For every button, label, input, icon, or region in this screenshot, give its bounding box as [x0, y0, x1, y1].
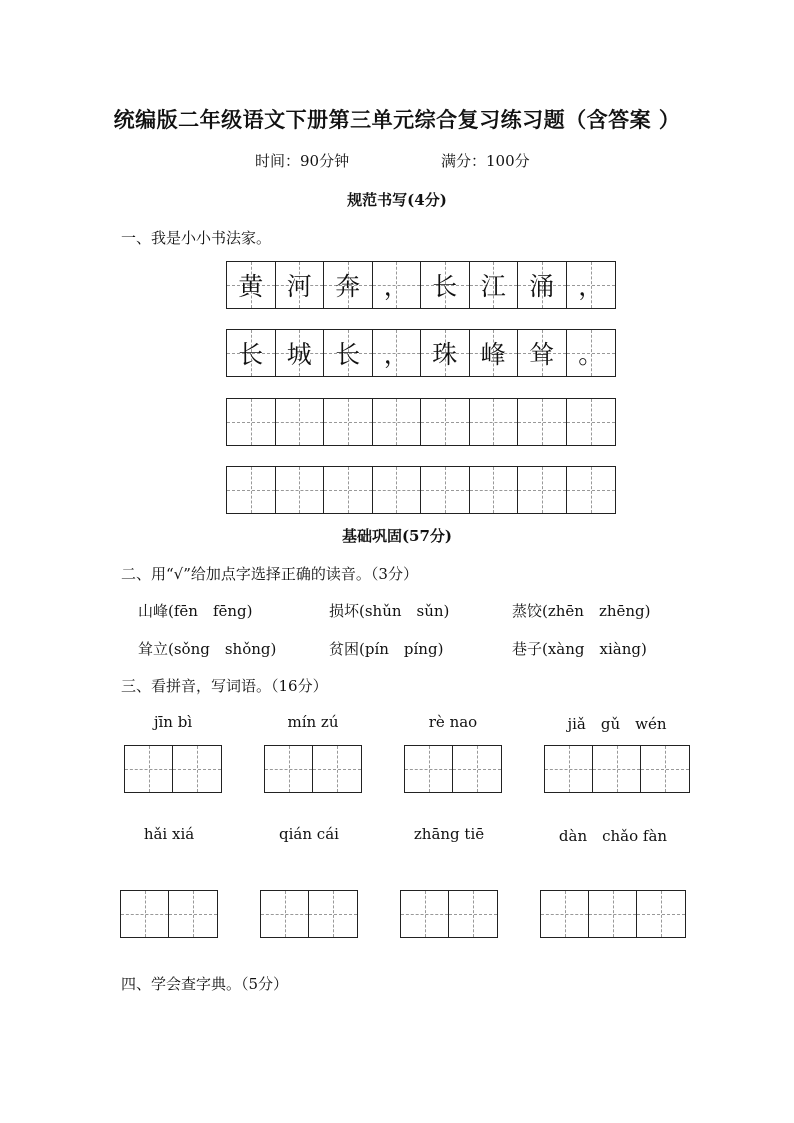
answer-box	[404, 745, 502, 793]
grid-character: 河	[286, 272, 312, 301]
answer-cell[interactable]	[173, 746, 221, 792]
answer-cell[interactable]	[449, 891, 497, 937]
answer-cell[interactable]	[169, 891, 217, 937]
writing-grid-cell	[227, 262, 276, 308]
time-limit: 时间：90分钟	[255, 152, 350, 170]
grid-character: 珠	[432, 340, 458, 369]
pronunciation-item[interactable]: 贫困(pín píng)	[329, 640, 444, 658]
writing-grid-cell[interactable]	[324, 467, 373, 513]
answer-box	[540, 890, 686, 938]
writing-grid-cell	[324, 262, 373, 308]
writing-grid-cell[interactable]	[518, 399, 567, 445]
answer-box	[124, 745, 222, 793]
answer-cell[interactable]	[641, 746, 689, 792]
answer-cell[interactable]	[265, 746, 313, 792]
question-4-label: 四、学会查字典。（5分）	[121, 975, 289, 993]
writing-grid-cell	[276, 262, 325, 308]
grid-character: ，	[578, 272, 604, 301]
pinyin-label: hǎi xiá	[143, 825, 195, 843]
pinyin-label: rè nao	[428, 713, 478, 731]
grid-character: 黄	[238, 272, 264, 301]
writing-grid-cell	[567, 330, 616, 376]
writing-grid-cell[interactable]	[518, 467, 567, 513]
writing-grid-cell[interactable]	[470, 399, 519, 445]
pinyin-label: qián cái	[279, 825, 339, 843]
pronunciation-item[interactable]: 山峰(fēn fēng)	[138, 602, 253, 620]
grid-character: 涌	[529, 272, 555, 301]
pronunciation-item[interactable]: 损坏(shǔn sǔn)	[329, 602, 450, 620]
writing-grid-cell	[470, 262, 519, 308]
pinyin-label: jīn bì	[153, 713, 193, 731]
section-heading-writing: 规范书写(4分)	[347, 191, 447, 209]
grid-character: 长	[432, 272, 458, 301]
grid-character: 城	[286, 340, 312, 369]
writing-grid-cell	[421, 262, 470, 308]
writing-grid-cell	[518, 330, 567, 376]
answer-box	[264, 745, 362, 793]
writing-grid-row	[226, 466, 616, 514]
answer-box	[120, 890, 218, 938]
answer-box	[400, 890, 498, 938]
pronunciation-item[interactable]: 蒸饺(zhēn zhēng)	[512, 602, 651, 620]
page-title: 统编版二年级语文下册第三单元综合复习练习题（含答案 ）	[113, 107, 681, 132]
grid-character: 长	[335, 340, 361, 369]
grid-character: 。	[578, 340, 604, 369]
writing-grid-cell	[421, 330, 470, 376]
pronunciation-item[interactable]: 耸立(sǒng shǒng)	[138, 640, 277, 658]
writing-grid-cell[interactable]	[373, 467, 422, 513]
writing-grid-cell[interactable]	[470, 467, 519, 513]
grid-character: 奔	[335, 272, 361, 301]
answer-cell[interactable]	[637, 891, 685, 937]
pinyin-label: jiǎ gǔ wén	[567, 715, 667, 733]
grid-character: 江	[480, 272, 506, 301]
answer-cell[interactable]	[309, 891, 357, 937]
writing-grid-cell[interactable]	[421, 467, 470, 513]
writing-grid-row	[226, 261, 616, 309]
writing-grid-cell	[227, 330, 276, 376]
writing-grid-cell	[518, 262, 567, 308]
full-score: 满分：100分	[441, 152, 530, 170]
grid-character: 长	[238, 340, 264, 369]
grid-character: ，	[383, 272, 409, 301]
writing-grid-row	[226, 329, 616, 377]
answer-box	[260, 890, 358, 938]
answer-cell[interactable]	[121, 891, 169, 937]
writing-grid-cell	[373, 262, 422, 308]
grid-character: 峰	[480, 340, 506, 369]
answer-cell[interactable]	[313, 746, 361, 792]
answer-cell[interactable]	[453, 746, 501, 792]
writing-grid-cell[interactable]	[567, 467, 616, 513]
writing-grid-cell[interactable]	[324, 399, 373, 445]
answer-cell[interactable]	[593, 746, 641, 792]
writing-grid-cell[interactable]	[276, 467, 325, 513]
writing-grid-row	[226, 398, 616, 446]
answer-cell[interactable]	[545, 746, 593, 792]
writing-grid-cell	[373, 330, 422, 376]
section-heading-basics: 基础巩固(57分)	[341, 527, 453, 545]
answer-cell[interactable]	[541, 891, 589, 937]
answer-cell[interactable]	[125, 746, 173, 792]
question-3-label: 三、看拼音，写词语。（16分）	[121, 677, 328, 695]
answer-cell[interactable]	[405, 746, 453, 792]
writing-grid-cell[interactable]	[373, 399, 422, 445]
pinyin-label: mín zú	[287, 713, 339, 731]
question-1-label: 一、我是小小书法家。	[121, 229, 272, 247]
grid-character: 耸	[529, 340, 555, 369]
pinyin-label: zhāng tiē	[413, 825, 485, 843]
answer-box	[544, 745, 690, 793]
writing-grid-cell[interactable]	[421, 399, 470, 445]
answer-cell[interactable]	[401, 891, 449, 937]
writing-grid-cell[interactable]	[276, 399, 325, 445]
grid-character: ，	[383, 340, 409, 369]
answer-cell[interactable]	[261, 891, 309, 937]
writing-grid-cell[interactable]	[227, 467, 276, 513]
pronunciation-item[interactable]: 巷子(xàng xiàng)	[512, 640, 647, 658]
writing-grid-cell	[567, 262, 616, 308]
pinyin-label: dàn chǎo fàn	[558, 827, 668, 845]
answer-cell[interactable]	[589, 891, 637, 937]
writing-grid-cell	[324, 330, 373, 376]
writing-grid-cell	[276, 330, 325, 376]
question-2-label: 二、用“√”给加点字选择正确的读音。（3分）	[121, 565, 418, 583]
writing-grid-cell	[470, 330, 519, 376]
writing-grid-cell[interactable]	[567, 399, 616, 445]
writing-grid-cell[interactable]	[227, 399, 276, 445]
